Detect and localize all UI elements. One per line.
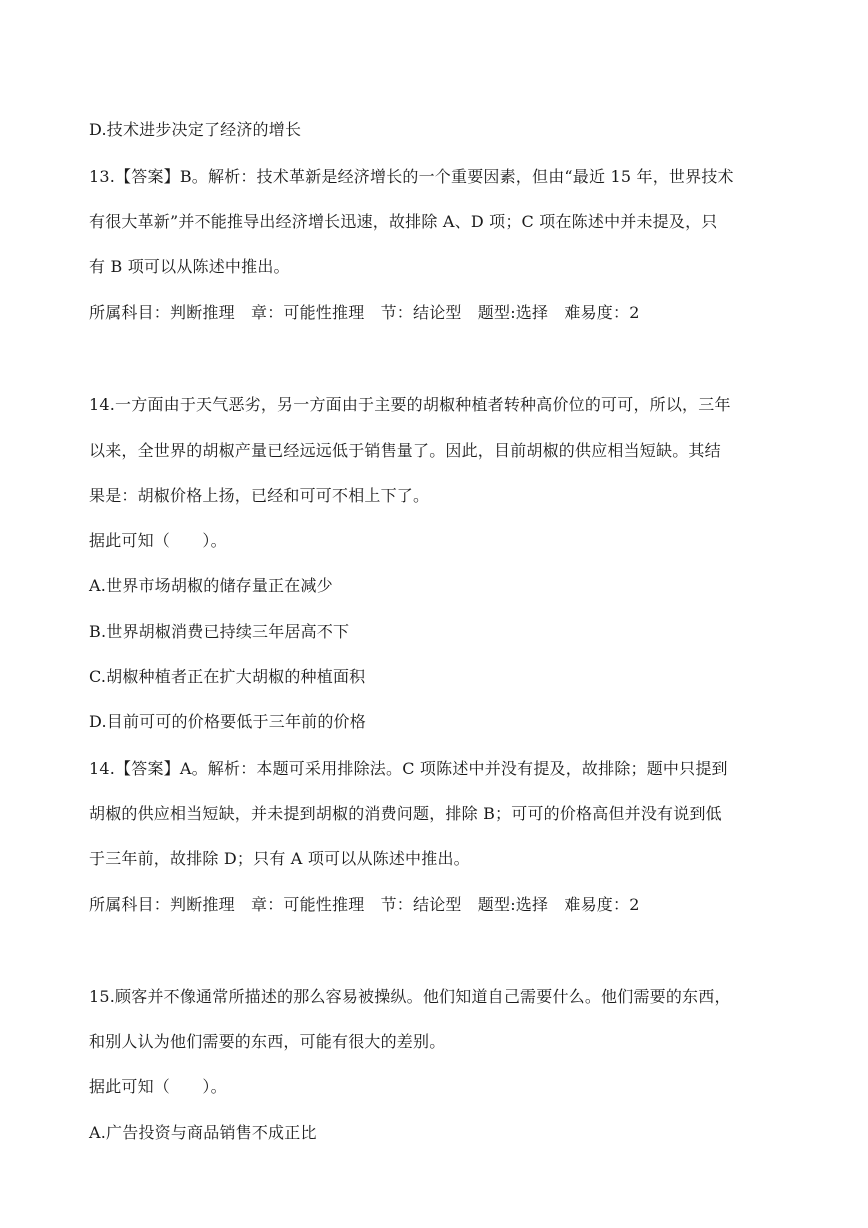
q13-option-d: D.技术进步决定了经济的增长 — [89, 120, 302, 139]
q14-prompt: 据此可知（ ）。 — [89, 531, 227, 550]
q14-stem-line-1: 14.一方面由于天气恶劣，另一方面由于主要的胡椒种植者转种高价位的可可，所以，三年 — [89, 395, 731, 414]
q13-answer-line-1: 13.【答案】B。解析：技术革新是经济增长的一个重要因素，但由“最近 15 年，世界技术 — [89, 167, 734, 186]
q14-answer-line-1: 14.【答案】A。解析：本题可采用排除法。C 项陈述中并没有提及，故排除；题中只提到 — [89, 759, 728, 778]
q14-option-d: D.目前可可的价格要低于三年前的价格 — [89, 712, 366, 731]
q14-option-c: C.胡椒种植者正在扩大胡椒的种植面积 — [89, 667, 366, 686]
q14-stem-line-2: 以来，全世界的胡椒产量已经远远低于销售量了。因此，目前胡椒的供应相当短缺。其结 — [89, 441, 721, 460]
q15-stem-line-1: 15.顾客并不像通常所描述的那么容易被操纵。他们知道自己需要什么。他们需要的东西， — [89, 987, 731, 1006]
q15-option-a: A.广告投资与商品销售不成正比 — [89, 1123, 317, 1142]
q14-answer-line-3: 于三年前，故排除 D；只有 A 项可以从陈述中推出。 — [89, 849, 470, 868]
q13-answer-line-2: 有很大革新”并不能推导出经济增长迅速，故排除 A、D 项；C 项在陈述中并未提及，只 — [89, 212, 718, 231]
q13-answer-line-3: 有 B 项可以从陈述中推出。 — [89, 257, 290, 276]
q14-option-a: A.世界市场胡椒的储存量正在减少 — [89, 576, 333, 595]
q14-option-b: B.世界胡椒消费已持续三年居高不下 — [89, 622, 350, 641]
q13-meta: 所属科目：判断推理 章：可能性推理 节：结论型 题型:选择 难易度：2 — [89, 303, 640, 322]
q15-stem-line-2: 和别人认为他们需要的东西，可能有很大的差别。 — [89, 1032, 446, 1051]
q14-answer-line-2: 胡椒的供应相当短缺，并未提到胡椒的消费问题，排除 B；可可的价格高但并没有说到低 — [89, 804, 722, 823]
q15-prompt: 据此可知（ ）。 — [89, 1077, 227, 1096]
q14-meta: 所属科目：判断推理 章：可能性推理 节：结论型 题型:选择 难易度：2 — [89, 895, 640, 914]
q14-stem-line-3: 果是：胡椒价格上扬，已经和可可不相上下了。 — [89, 486, 430, 505]
